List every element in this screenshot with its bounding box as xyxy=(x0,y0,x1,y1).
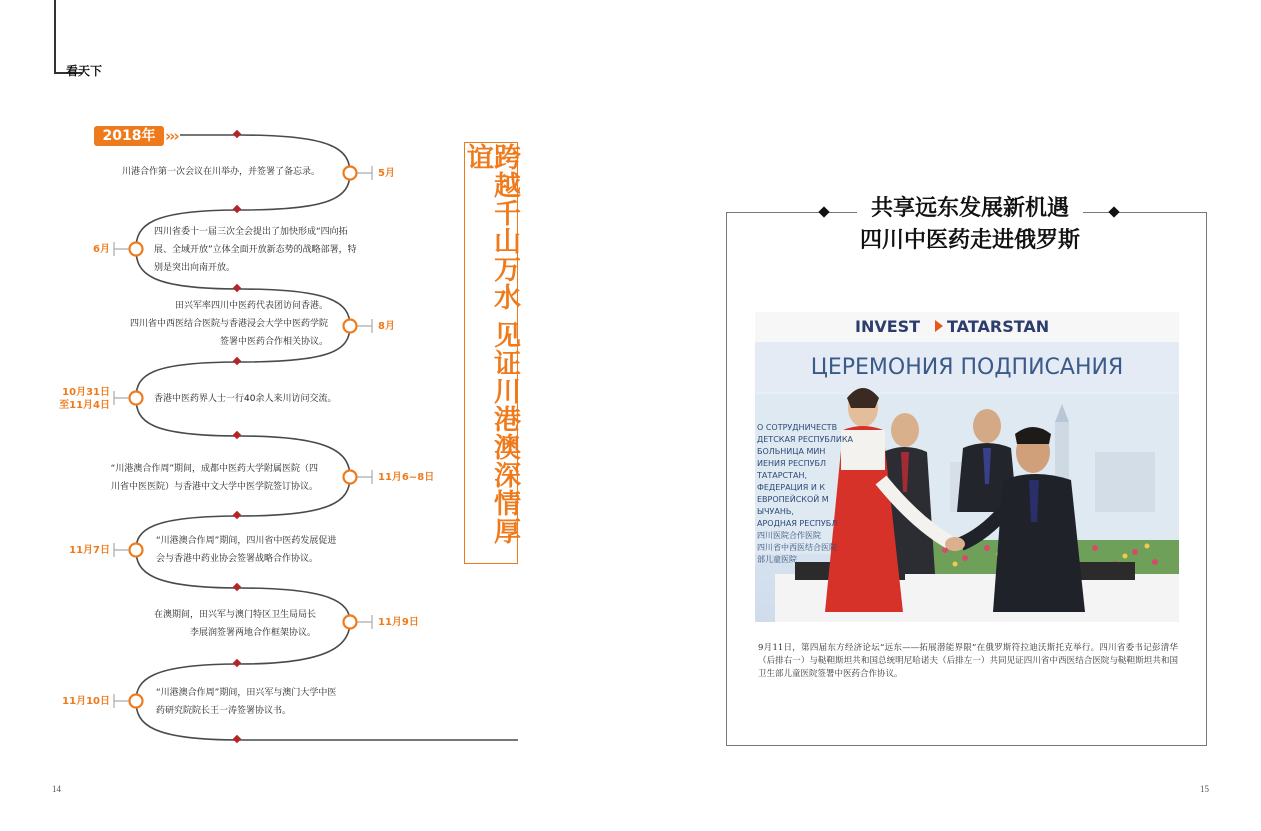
timeline-node xyxy=(344,167,357,180)
node-bracket xyxy=(357,615,372,629)
signing-ceremony-photo xyxy=(755,312,1179,622)
event-date-6: 6月 xyxy=(93,244,110,255)
timeline-node xyxy=(344,320,357,333)
board-line: ЫЧУАНЬ, xyxy=(757,507,794,516)
event-text-6: 四川省委十一届三次全会提出了加快形成“四向拓 展、全域开放”立体全面开放新态势的战略部署，特 别是突出向南开放。 xyxy=(154,227,357,273)
event-date-11-7: 11月7日 xyxy=(69,545,110,556)
year-badge: 2018年 xyxy=(94,126,164,146)
svg-text:INVEST xyxy=(855,317,920,336)
board-line: 四川医院合作医院 xyxy=(757,531,821,540)
path-marker xyxy=(233,431,241,439)
event-text-8: 田兴军率四川中医药代表团访问香港。 四川省中西医结合医院与香港浸会大学中医药学院 签署中医药合作相关协议。 xyxy=(129,301,328,347)
path-marker xyxy=(233,511,241,519)
event-text-1031: 香港中医药界人士一行40余人来川访问交流。 xyxy=(154,394,337,404)
page-number-right: 15 xyxy=(1200,784,1209,794)
timeline-node xyxy=(130,695,143,708)
timeline-node xyxy=(344,616,357,629)
path-marker xyxy=(233,284,241,292)
event-date-11-10: 11月10日 xyxy=(62,696,110,707)
board-line: ДЕТСКАЯ РЕСПУБЛИКА xyxy=(757,435,854,444)
node-bracket xyxy=(357,319,372,333)
board-line: ФЕДЕРАЦИЯ И К xyxy=(757,483,826,492)
headline-line-1: 共享远东发展新机遇 xyxy=(857,195,1083,221)
event-date-11-9: 11月9日 xyxy=(378,617,419,628)
board-line: 四川省中西医结合医院 xyxy=(757,543,837,552)
vertical-title-box xyxy=(464,142,518,564)
board-line: ТАТАРСТАН, xyxy=(757,471,808,480)
logo-right: TATARSTAN xyxy=(947,317,1050,336)
path-marker xyxy=(233,205,241,213)
board-line: 部儿童医院 xyxy=(757,555,797,564)
vertical-title: 跨越千山万水 见证川港澳深情厚谊 xyxy=(462,143,520,546)
event-text-11-10: “川港澳合作周”期间，田兴军与澳门大学中医 药研究院院长王一涛签署协议书。 xyxy=(156,688,337,716)
page-number-left: 14 xyxy=(52,784,61,794)
board-line: АРОДНАЯ РЕСПУБЛ xyxy=(757,519,838,528)
svg-text:ЦЕРЕМОНИЯ ПОДПИСАНИЯ xyxy=(811,355,1123,380)
logo-left: INVEST xyxy=(855,317,921,336)
timeline-node xyxy=(130,243,143,256)
article-headline xyxy=(780,192,1160,256)
year-arrow-icon: ››› xyxy=(165,127,178,145)
section-tag: 看天下 xyxy=(66,64,103,78)
photo-caption: 9月11日，第四届东方经济论坛“远东——拓展潜能界限”在俄罗斯符拉迪沃斯托克举行。四川省委书记彭清华（后排右一）与鞑靼斯坦共和国总统明尼哈诺夫（后排左一）共同见证四川省中西医结合医院与鞑靼斯坦共和国卫生部儿童医院签署中医药合作协议。 xyxy=(758,643,1178,679)
timeline-node xyxy=(130,392,143,405)
node-bracket xyxy=(114,694,129,708)
photo-banner: ЦЕРЕМОНИЯ ПОДПИСАНИЯ xyxy=(810,355,1124,380)
event-date-5: 5月 xyxy=(378,168,395,179)
path-marker xyxy=(233,659,241,667)
svg-text:TATARSTAN xyxy=(947,317,1049,336)
timeline-node xyxy=(130,544,143,557)
photo-illustration xyxy=(755,312,1179,622)
path-marker xyxy=(233,130,241,138)
board-line: БОЛЬНИЦА МИН xyxy=(757,447,826,456)
event-date-11-6: 11月6~8日 xyxy=(378,472,435,483)
headline-line-2: 四川中医药走进俄罗斯 xyxy=(859,227,1080,253)
timeline-node xyxy=(344,471,357,484)
node-bracket xyxy=(114,391,129,405)
path-marker xyxy=(233,735,241,743)
board-line: ЕВРОПЕЙСКОЙ М xyxy=(757,495,829,504)
node-bracket xyxy=(357,166,372,180)
event-date-8: 8月 xyxy=(378,321,395,332)
board-line: ИЕНИЯ РЕСПУБЛ xyxy=(757,459,826,468)
path-marker xyxy=(233,357,241,365)
event-date-1031: 10月31日 至11月4日 xyxy=(59,387,110,411)
event-text-11-7: “川港澳合作周”期间，四川省中医药发展促进 会与香港中药业协会签署战略合作协议。 xyxy=(156,536,337,564)
event-text-5: 川港合作第一次会议在川举办，并签署了备忘录。 xyxy=(121,167,320,177)
node-bracket xyxy=(357,470,372,484)
event-text-11-9: 在澳期间，田兴军与澳门特区卫生局局长 李展润签署两地合作框架协议。 xyxy=(153,610,316,638)
node-bracket xyxy=(114,543,129,557)
event-text-11-6: “川港澳合作周”期间，成都中医药大学附属医院（四 川省中医医院）与香港中文大学中医学院签订协议。 xyxy=(110,464,318,492)
node-bracket xyxy=(114,242,129,256)
board-line: О СОТРУДНИЧЕСТВ xyxy=(757,423,838,432)
path-marker xyxy=(233,583,241,591)
